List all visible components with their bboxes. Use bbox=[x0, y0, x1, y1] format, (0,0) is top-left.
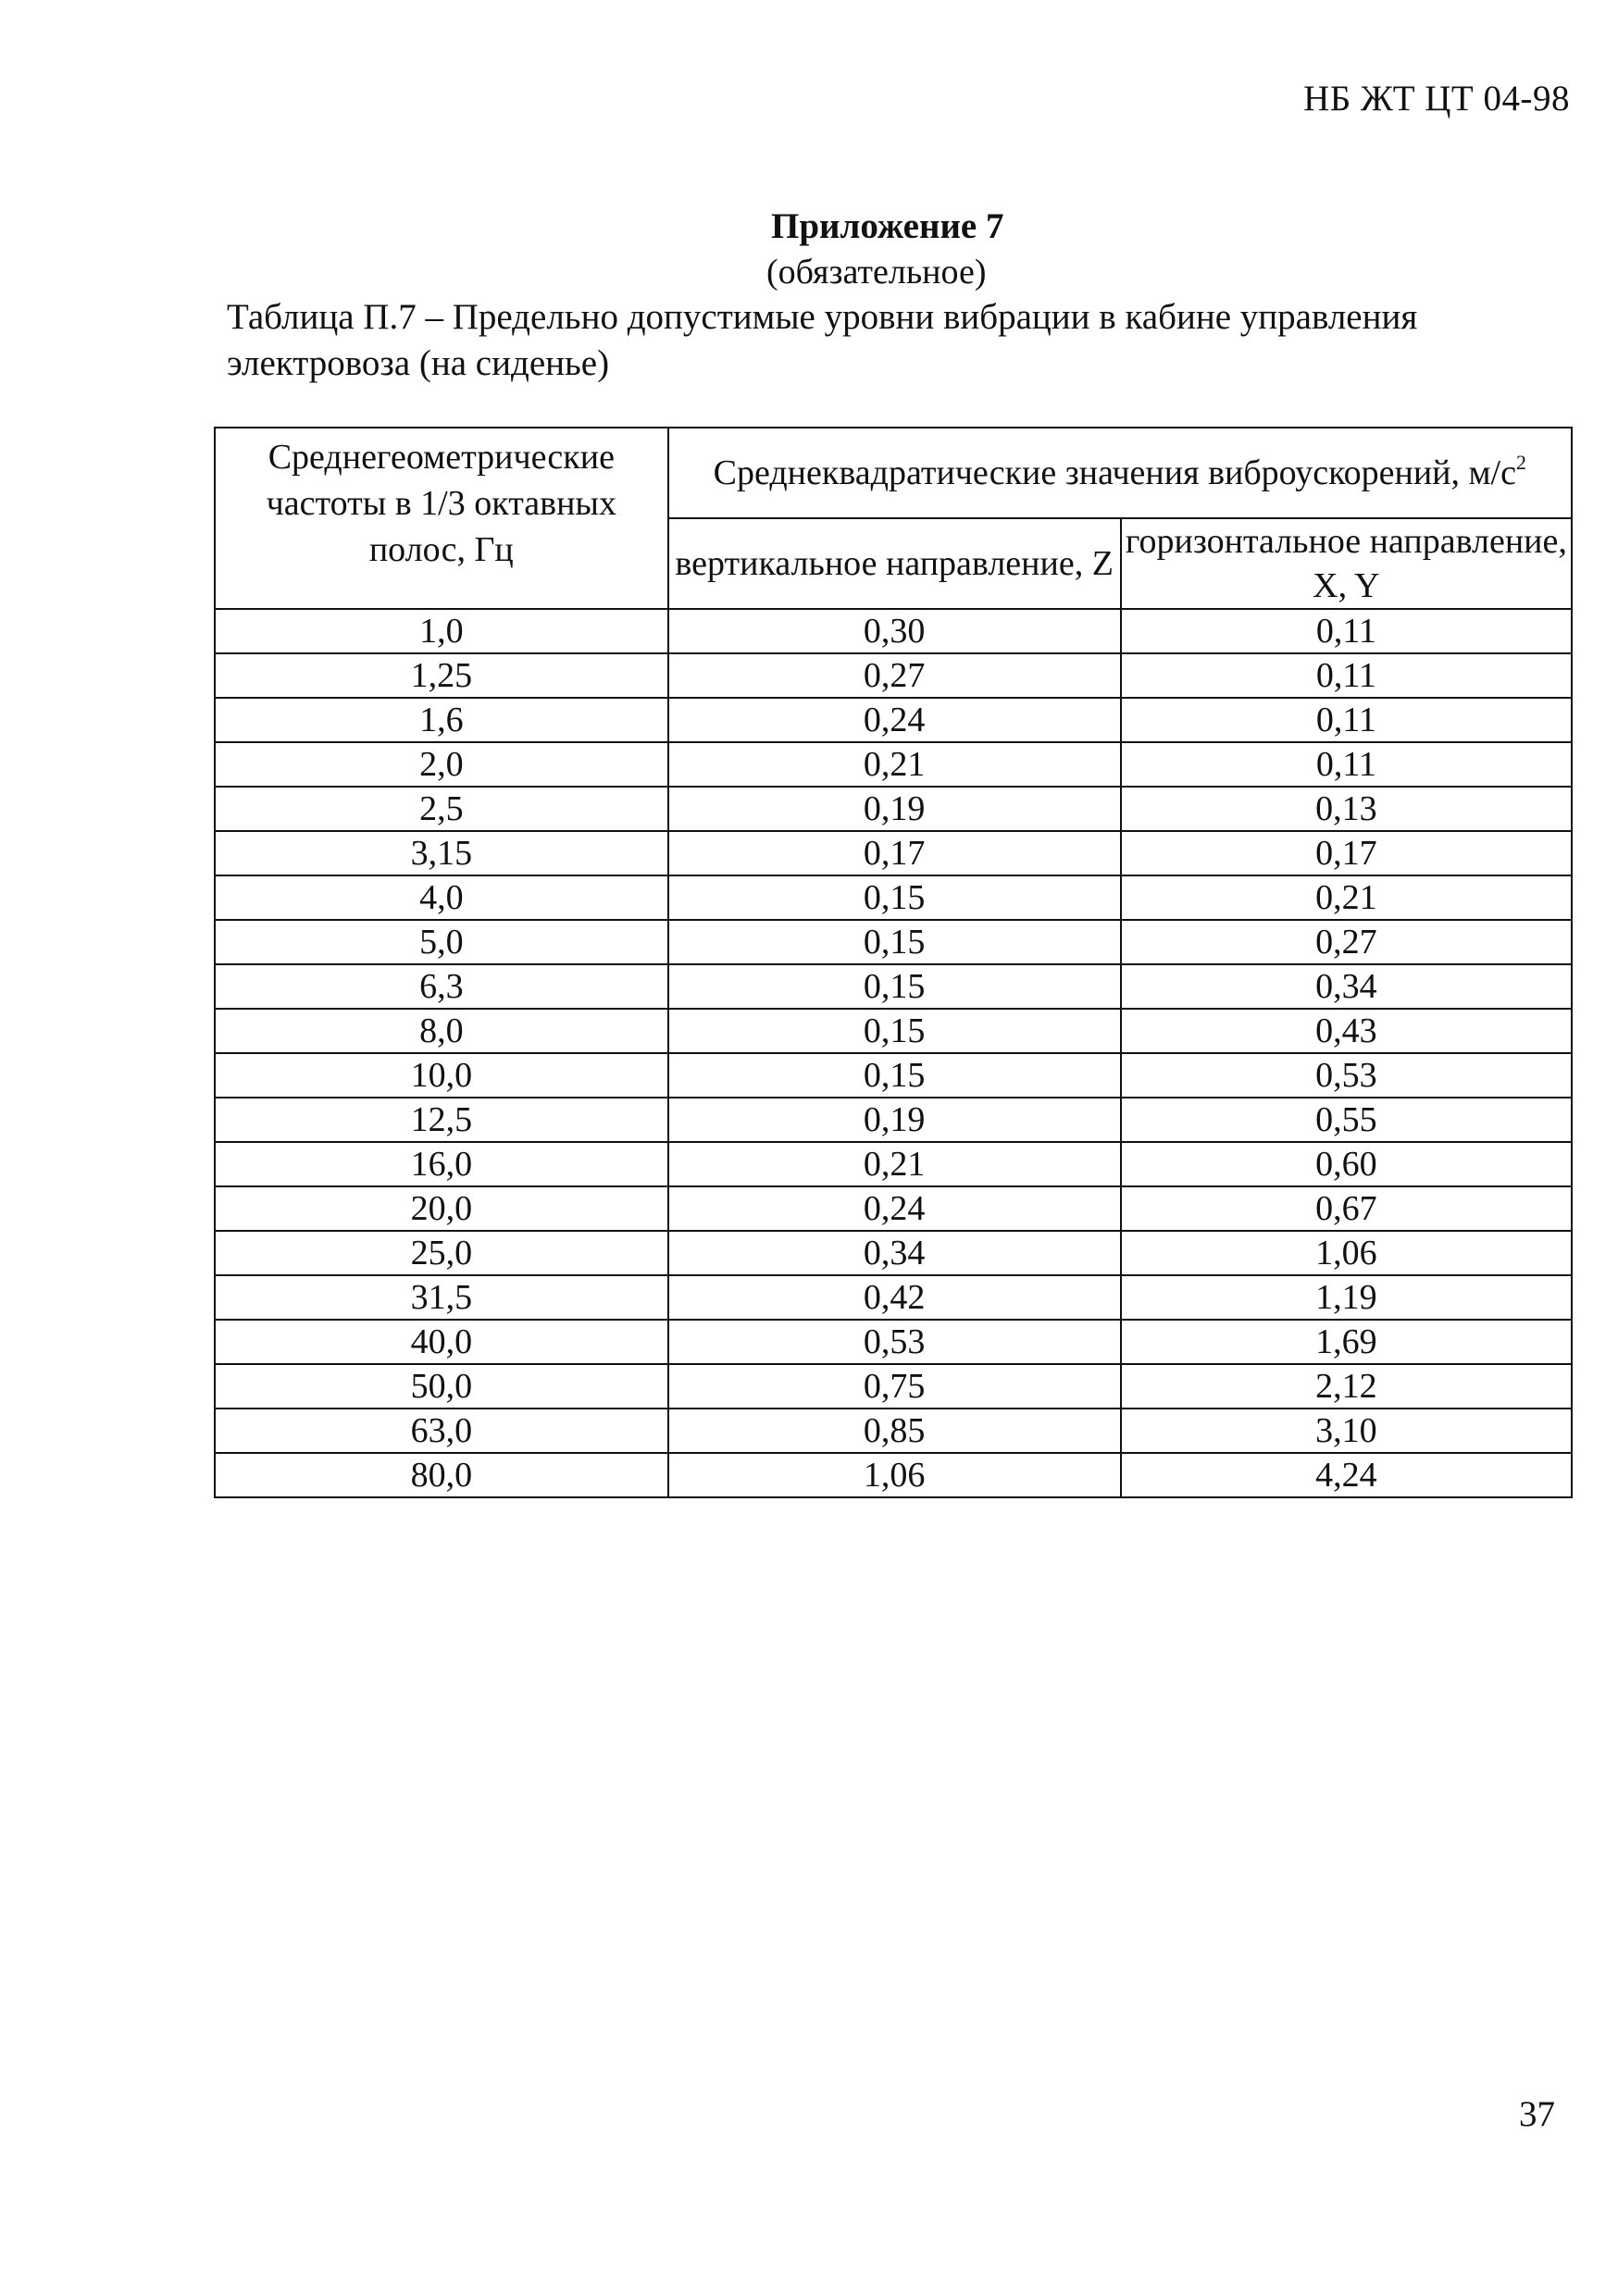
vertical-value-cell: 0,15 bbox=[668, 1009, 1121, 1053]
horizontal-value-cell: 0,17 bbox=[1121, 831, 1572, 875]
table-row bbox=[215, 875, 1572, 920]
vertical-value-cell: 0,15 bbox=[668, 920, 1121, 964]
table-body bbox=[215, 609, 1572, 1497]
table-row bbox=[215, 1453, 1572, 1497]
horizontal-value-cell: 0,11 bbox=[1121, 609, 1572, 653]
frequency-cell: 1,6 bbox=[215, 698, 668, 742]
table-caption: Таблица П.7 – Предельно допустимые уровни вибрации в кабине управления электровоза (на сиденье) bbox=[227, 297, 1418, 383]
horizontal-value-cell: 0,13 bbox=[1121, 787, 1572, 831]
horizontal-value-cell: 0,43 bbox=[1121, 1009, 1572, 1053]
vertical-value-cell: 0,19 bbox=[668, 1098, 1121, 1142]
frequency-cell: 2,5 bbox=[215, 787, 668, 831]
frequency-cell: 10,0 bbox=[215, 1053, 668, 1098]
frequency-cell: 5,0 bbox=[215, 920, 668, 964]
table-row bbox=[215, 1320, 1572, 1364]
table-row bbox=[215, 1009, 1572, 1053]
horizontal-value-cell: 4,24 bbox=[1121, 1453, 1572, 1497]
vertical-value-cell: 0,24 bbox=[668, 1186, 1121, 1231]
frequency-cell: 50,0 bbox=[215, 1364, 668, 1409]
frequency-cell: 25,0 bbox=[215, 1231, 668, 1275]
frequency-cell: 6,3 bbox=[215, 964, 668, 1009]
table-row bbox=[215, 698, 1572, 742]
vertical-value-cell: 0,53 bbox=[668, 1320, 1121, 1364]
frequency-cell: 8,0 bbox=[215, 1009, 668, 1053]
table-row bbox=[215, 742, 1572, 787]
table-header bbox=[215, 428, 1572, 609]
vertical-value-cell: 0,42 bbox=[668, 1275, 1121, 1320]
vertical-value-cell: 0,34 bbox=[668, 1231, 1121, 1275]
horizontal-value-cell: 0,53 bbox=[1121, 1053, 1572, 1098]
horizontal-value-cell: 0,27 bbox=[1121, 920, 1572, 964]
table-row bbox=[215, 653, 1572, 698]
vertical-direction-header: вертикальное направление, Z bbox=[668, 518, 1121, 609]
frequency-cell: 63,0 bbox=[215, 1409, 668, 1453]
vertical-value-cell: 1,06 bbox=[668, 1453, 1121, 1497]
horizontal-value-cell: 0,11 bbox=[1121, 653, 1572, 698]
table-row bbox=[215, 1231, 1572, 1275]
table-row bbox=[215, 964, 1572, 1009]
vertical-value-cell: 0,21 bbox=[668, 1142, 1121, 1186]
horizontal-value-cell: 0,21 bbox=[1121, 875, 1572, 920]
horizontal-value-cell: 0,67 bbox=[1121, 1186, 1572, 1231]
table-row bbox=[215, 1142, 1572, 1186]
frequency-cell: 40,0 bbox=[215, 1320, 668, 1364]
appendix-title: Приложение 7 bbox=[771, 206, 1004, 246]
vertical-value-cell: 0,15 bbox=[668, 964, 1121, 1009]
vibration-limits-table bbox=[214, 427, 1573, 1498]
vertical-value-cell: 0,17 bbox=[668, 831, 1121, 875]
appendix-status: (обязательное) bbox=[766, 253, 987, 292]
horizontal-value-cell: 0,11 bbox=[1121, 698, 1572, 742]
horizontal-value-cell: 0,55 bbox=[1121, 1098, 1572, 1142]
frequency-cell: 2,0 bbox=[215, 742, 668, 787]
vertical-value-cell: 0,27 bbox=[668, 653, 1121, 698]
horizontal-value-cell: 0,11 bbox=[1121, 742, 1572, 787]
unit-exponent: 2 bbox=[1515, 451, 1526, 474]
table-row bbox=[215, 787, 1572, 831]
horizontal-value-cell: 2,12 bbox=[1121, 1364, 1572, 1409]
frequency-cell: 16,0 bbox=[215, 1142, 668, 1186]
page-number: 37 bbox=[1519, 2094, 1555, 2134]
frequency-cell: 4,0 bbox=[215, 875, 668, 920]
frequency-cell: 12,5 bbox=[215, 1098, 668, 1142]
horizontal-value-cell: 0,34 bbox=[1121, 964, 1572, 1009]
table-row bbox=[215, 609, 1572, 653]
vertical-value-cell: 0,75 bbox=[668, 1364, 1121, 1409]
frequency-cell: 3,15 bbox=[215, 831, 668, 875]
table-row bbox=[215, 1275, 1572, 1320]
table-row bbox=[215, 1409, 1572, 1453]
document-code: НБ ЖТ ЦТ 04-98 bbox=[1303, 79, 1570, 118]
table-row bbox=[215, 920, 1572, 964]
horizontal-value-cell: 3,10 bbox=[1121, 1409, 1572, 1453]
table-row bbox=[215, 1186, 1572, 1231]
frequency-cell: 20,0 bbox=[215, 1186, 668, 1231]
vertical-value-cell: 0,85 bbox=[668, 1409, 1121, 1453]
vertical-value-cell: 0,24 bbox=[668, 698, 1121, 742]
vertical-value-cell: 0,21 bbox=[668, 742, 1121, 787]
table-row bbox=[215, 831, 1572, 875]
vertical-value-cell: 0,15 bbox=[668, 875, 1121, 920]
horizontal-value-cell: 1,19 bbox=[1121, 1275, 1572, 1320]
frequency-cell: 31,5 bbox=[215, 1275, 668, 1320]
frequency-cell: 1,0 bbox=[215, 609, 668, 653]
horizontal-value-cell: 1,06 bbox=[1121, 1231, 1572, 1275]
rms-acceleration-header-text: Среднеквадратические значения виброускорений, м/с bbox=[713, 453, 1516, 492]
rms-acceleration-header bbox=[668, 428, 1572, 518]
frequency-cell: 1,25 bbox=[215, 653, 668, 698]
horizontal-value-cell: 1,69 bbox=[1121, 1320, 1572, 1364]
table-row bbox=[215, 1053, 1572, 1098]
table-row bbox=[215, 1364, 1572, 1409]
table-row bbox=[215, 1098, 1572, 1142]
horizontal-value-cell: 0,60 bbox=[1121, 1142, 1572, 1186]
frequency-column-header: Среднегеометрические частоты в 1/3 октавных полос, Гц bbox=[215, 428, 668, 609]
vertical-value-cell: 0,30 bbox=[668, 609, 1121, 653]
frequency-cell: 80,0 bbox=[215, 1453, 668, 1497]
vertical-value-cell: 0,15 bbox=[668, 1053, 1121, 1098]
horizontal-direction-header: горизонтальное направление, X, Y bbox=[1121, 518, 1572, 609]
vertical-value-cell: 0,19 bbox=[668, 787, 1121, 831]
